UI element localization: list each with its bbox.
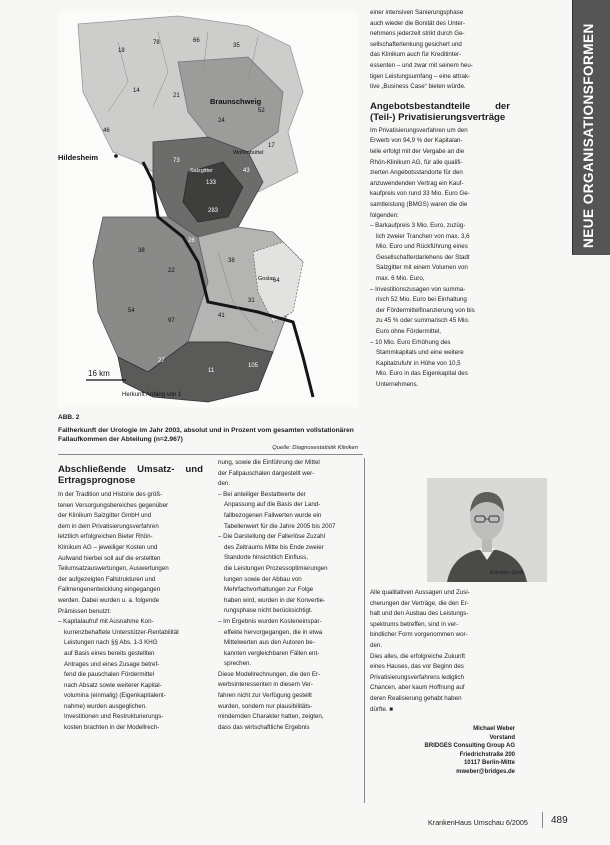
map-figure [58, 12, 358, 407]
text-line: den. [370, 641, 383, 649]
figure-source: Quelle: Diagnosestatistik Kliniken [272, 444, 358, 451]
text-line: fend die pauschalen Fördermittel [64, 671, 155, 679]
right-lower-column [370, 588, 515, 715]
map-number: 46 [103, 128, 110, 134]
map-number: 31 [248, 298, 255, 304]
text-line: nach Absatz sowie weiterer Kapital- [64, 681, 162, 689]
map-number: 66 [193, 38, 200, 44]
bullet-line: Kapitalzufuhr in Höhe von 10,5 [376, 359, 461, 367]
map-city-braunschweig: Braunschweig [210, 97, 262, 106]
text-line: – Im Ergebnis wurden Kosteneinspar- [218, 617, 322, 625]
text-line: Dies alles, die erfolgreiche Zukunft [370, 652, 465, 660]
text-line: Fallmengenentwicklung eingegangen [58, 586, 161, 594]
footer-journal: KrankenHaus Umschau 6/2005 [428, 818, 528, 827]
text-line: des Zeitraums Mitte bis Ende zweier [224, 543, 324, 551]
author-name: Michael Weber [473, 726, 515, 732]
author-role: Vorstand [489, 734, 515, 741]
text-line: der Klinikum Salzgitter GmbH und [58, 512, 152, 520]
bullet-line: Euro ohne Fördermittel, [376, 328, 441, 336]
offers-bullet-list [370, 221, 510, 391]
bullet-line: Unternehmens. [376, 381, 419, 388]
figure-caption: Fallherkunft der Urologie im Jahr 2003, absolut und in Prozent vom gesamten vollstationären Fallaufkommen der Abteilung (n=2.967) [58, 427, 354, 444]
text-line: tigen Leistungsumfang – eine attrak- [370, 72, 471, 80]
text-line: haben wird, wurden in der Konvertie- [224, 596, 326, 604]
text-line: der Fallpauschalen dargestellt wer- [218, 469, 315, 477]
text-line: essenten – und zwar mit seinem heu- [370, 61, 473, 69]
map-city-hildesheim: Hildesheim [58, 153, 99, 162]
text-line: volumina (einmalig) (Eigenkapitalent- [64, 692, 166, 700]
text-line: – Die Darstellung der Fallerlöse Zuzahl [218, 533, 325, 541]
text-line: Anpassung auf die Basis der Land- [224, 501, 321, 509]
text-line: dass das wirtschaftliche Ergebnis [218, 723, 310, 731]
text-line: Rhön-Klinikum AG, für alle qualifi- [370, 158, 463, 166]
text-line: teile erfolgt mit der Vergabe an die [370, 147, 465, 155]
bullet-line: Mio. Euro in das Eigenkapital des [376, 370, 468, 378]
text-line: kurrenzbehaftete Unterstützer-Rentabilität [64, 628, 179, 636]
text-line: samtleistung (BMGS) waren die die [370, 200, 468, 208]
text-line: – Bei anteiliger Bestattwerte der [218, 490, 306, 498]
author-company: BRIDGES Consulting Group AG [424, 743, 515, 750]
author-street: Friedrichstraße 200 [459, 751, 515, 758]
author-email: mweber@bridges.de [456, 768, 515, 775]
map-number: 41 [218, 313, 225, 319]
text-line: Teilumsatzauswertungen, Auswertungen [58, 565, 169, 573]
text-line: dem in dem Privatisierungsverfahren [58, 522, 159, 530]
text-line: spektrums betreffen, sind in ver- [370, 620, 459, 628]
text-line: Chancen, aber kaum Hoffnung auf [370, 684, 465, 692]
text-line: Mehrfachvorhaltungen zur Folge [224, 586, 314, 594]
text-line: Antrages und eines Zusage betref- [64, 660, 160, 668]
text-line: bindlicher Form vorgenommen wor- [370, 631, 468, 639]
text-line: letztlich erfolgreichen Bieter Rhön- [58, 533, 153, 541]
text-line: Alle qualitativen Aussagen und Zusi- [370, 589, 470, 596]
map-number: 52 [258, 108, 265, 114]
text-line: Im Privatisierungsverfahren um den [370, 126, 468, 134]
map-number: 27 [158, 358, 165, 364]
map-number: 24 [218, 118, 225, 124]
text-line: Privatisierungsverfahrens lediglich [370, 673, 464, 681]
map-city-wolfenbuettel: Wolfenbüttel [233, 150, 264, 156]
text-line: halt und den Ausbau des Leistungs- [370, 610, 469, 618]
map-legend-label: Herkunft Anfang von 1 [122, 392, 182, 398]
text-line: Standorte hinsichtlich Einfluss, [224, 554, 308, 562]
text-line: mindernden Charakter hatten, zeigten, [218, 713, 324, 721]
map-city-goslar: Goslar [258, 276, 275, 282]
text-line: Leistungen nach §§ Abs. 1-3 KHG [64, 639, 158, 647]
map-number: 21 [173, 93, 180, 99]
text-line: Investitionen und Restrukturierungs- [64, 713, 164, 721]
bullet-line: Gesellschafterdarlehens der Stadt [376, 253, 470, 261]
map-number: 43 [243, 168, 250, 174]
bullet-line: lich zweier Tranchen von max. 3,6 [376, 232, 470, 240]
map-number: 283 [208, 208, 219, 214]
map-number: 38 [228, 258, 235, 264]
map-number: 97 [168, 318, 175, 324]
right-upper-column [370, 8, 510, 391]
text-line: Diese Modellrechnungen, die den Er- [218, 670, 321, 678]
map-number: 133 [206, 180, 217, 186]
photo-caption: Karsten Zedt [490, 570, 524, 576]
author-photo [427, 478, 547, 582]
text-line: dürfte. ■ [370, 705, 393, 713]
middle-column [218, 458, 358, 733]
bullet-line: – Barkaufpreis 3 Mio. Euro, zuzüg- [370, 222, 466, 230]
map-number: 22 [168, 268, 175, 274]
map-number: 26 [188, 238, 195, 244]
text-line: lungen sowie der Abbau von [224, 575, 302, 583]
map-number: 78 [153, 40, 160, 46]
text-line: Aufwand hierbei soll auf die erstellten [58, 554, 161, 562]
text-line: nehmens jederzeit strikt durch Ge- [370, 30, 465, 38]
text-line: Klinikum AG – jeweiliger Kosten und [58, 543, 158, 551]
section-heading-offers: Angebotsbestandteile der (Teil-) Privatisierungsverträge [370, 100, 510, 123]
text-line: kaufpreis von rund 33 Mio. Euro Ge- [370, 190, 470, 198]
section-title: NEUE ORGANISATIONSFORMEN [581, 23, 596, 248]
text-line: eines Hauses, das vor Beginn des [370, 663, 464, 671]
bullet-line: Stammkapitals und eine weitere [376, 349, 464, 357]
author-city: 10117 Berlin-Mitte [463, 760, 515, 767]
text-line: nung, sowie die Einführung der Mittel [218, 459, 320, 466]
map-number: 73 [173, 158, 180, 164]
text-line: kannten vergleichbaren Fällen ent- [224, 649, 320, 657]
text-line: effekte hervorgegangen, die in etwa [224, 628, 323, 636]
page-number: 489 [551, 815, 568, 826]
map-number: 35 [233, 43, 240, 49]
text-line: werbsinteressenten in diesem Ver- [218, 681, 313, 689]
vertical-rule [364, 458, 365, 803]
text-line: cherungen der Verträge, die den Er- [370, 599, 469, 607]
text-line: In der Tradition und Historie des größ- [58, 491, 163, 498]
text-line: sellschafterlenkung gesichert und [370, 40, 462, 48]
map-number: 64 [273, 278, 280, 284]
map-number: 14 [133, 88, 140, 94]
text-line: Tabellenwert für die Jahre 2005 bis 2007 [224, 522, 336, 530]
text-line: auf Basis eines bereits gestellten [64, 649, 155, 657]
text-line: anzuwendenden Vertrag ein Kauf- [370, 179, 464, 187]
bullet-line: zu 45 % oder summarisch 45 Mio. [376, 317, 470, 325]
text-line: sprechen. [224, 660, 252, 668]
text-line: tive „Business Case“ bieten würde. [370, 83, 466, 91]
offers-body [370, 126, 510, 221]
text-line: das Klinikum auch für Kreditinter- [370, 51, 462, 59]
text-line: deren Realisierung gehabt haben [370, 694, 462, 702]
figure-label: ABB. 2 [58, 414, 80, 421]
map-number: 11 [208, 368, 215, 374]
text-line: nahme) wurden ausgeglichen. [64, 702, 147, 710]
text-line: auch wieder die Bonität des Unter- [370, 19, 465, 27]
text-line: Mittelwerten aus den Autoren be- [224, 639, 315, 647]
left-column [58, 464, 203, 734]
horizontal-rule [58, 454, 363, 455]
text-line: fallbezogenen Fallwerten wurde ein [224, 511, 322, 519]
figure-caption-block [58, 414, 358, 451]
text-line: werden. Dabei wurden u. a. folgende [58, 596, 160, 604]
text-line: wurden, sondern nur plausibilitäts- [218, 702, 313, 710]
text-line: Erwerb von 94,9 % der Kapitalan- [370, 137, 463, 145]
intro-text [370, 8, 510, 93]
text-line: den. [218, 480, 231, 488]
left-body [58, 490, 203, 734]
text-line: der aufgezeigten Fallstrukturen und [58, 575, 156, 583]
footer-separator [542, 812, 543, 828]
bullet-line: – Investitionszusagen von summa- [370, 285, 466, 293]
bullet-line: max. 6 Mio. Euro, [376, 275, 425, 283]
bullet-line: Salzgitter mit einem Volumen von [376, 264, 468, 272]
text-line: Prämissen benutzt: [58, 607, 111, 615]
text-line: folgenden: [370, 211, 399, 219]
map-city-dot-hildesheim [114, 154, 118, 158]
text-line: fahren nicht zur Verfügung gestellt [218, 692, 312, 700]
text-line: zierten Angebotsstandorte für den [370, 169, 463, 177]
map-number: 54 [128, 308, 135, 314]
text-line: einer intensiven Sanierungsphase [370, 9, 464, 16]
map-number: 38 [138, 248, 145, 254]
region-map [58, 12, 358, 407]
map-number: 17 [268, 143, 275, 149]
section-sidebar [572, 0, 610, 255]
bullet-line: Mio. Euro und Rückführung eines [376, 243, 468, 251]
author-signature [400, 725, 515, 777]
text-line: – Kapitalaufruf mit Ausnahme Kon- [58, 618, 154, 626]
section-heading-forecast: Abschließende Umsatz- und Ertragsprognose [58, 464, 203, 486]
text-line: rungsphase nicht berücksichtigt. [224, 607, 313, 615]
text-line: kosten brachten in der Modellrech- [64, 724, 160, 732]
map-scale-label: 16 km [88, 369, 110, 378]
bullet-line: der Fördermittelfinanzierung von bis [376, 306, 475, 314]
text-line: tenen Versorgungsbereiches gegenüber [58, 501, 169, 509]
map-city-salzgitter: Salzgitter [190, 168, 213, 174]
text-line: die Leistungen Prozessoptimierungen [224, 564, 328, 572]
bullet-line: risch 52 Mio. Euro bei Einhaltung [376, 296, 467, 304]
map-number: 18 [118, 48, 125, 54]
map-number: 105 [248, 363, 259, 369]
bullet-line: – 10 Mio. Euro Erhöhung des [370, 338, 451, 346]
